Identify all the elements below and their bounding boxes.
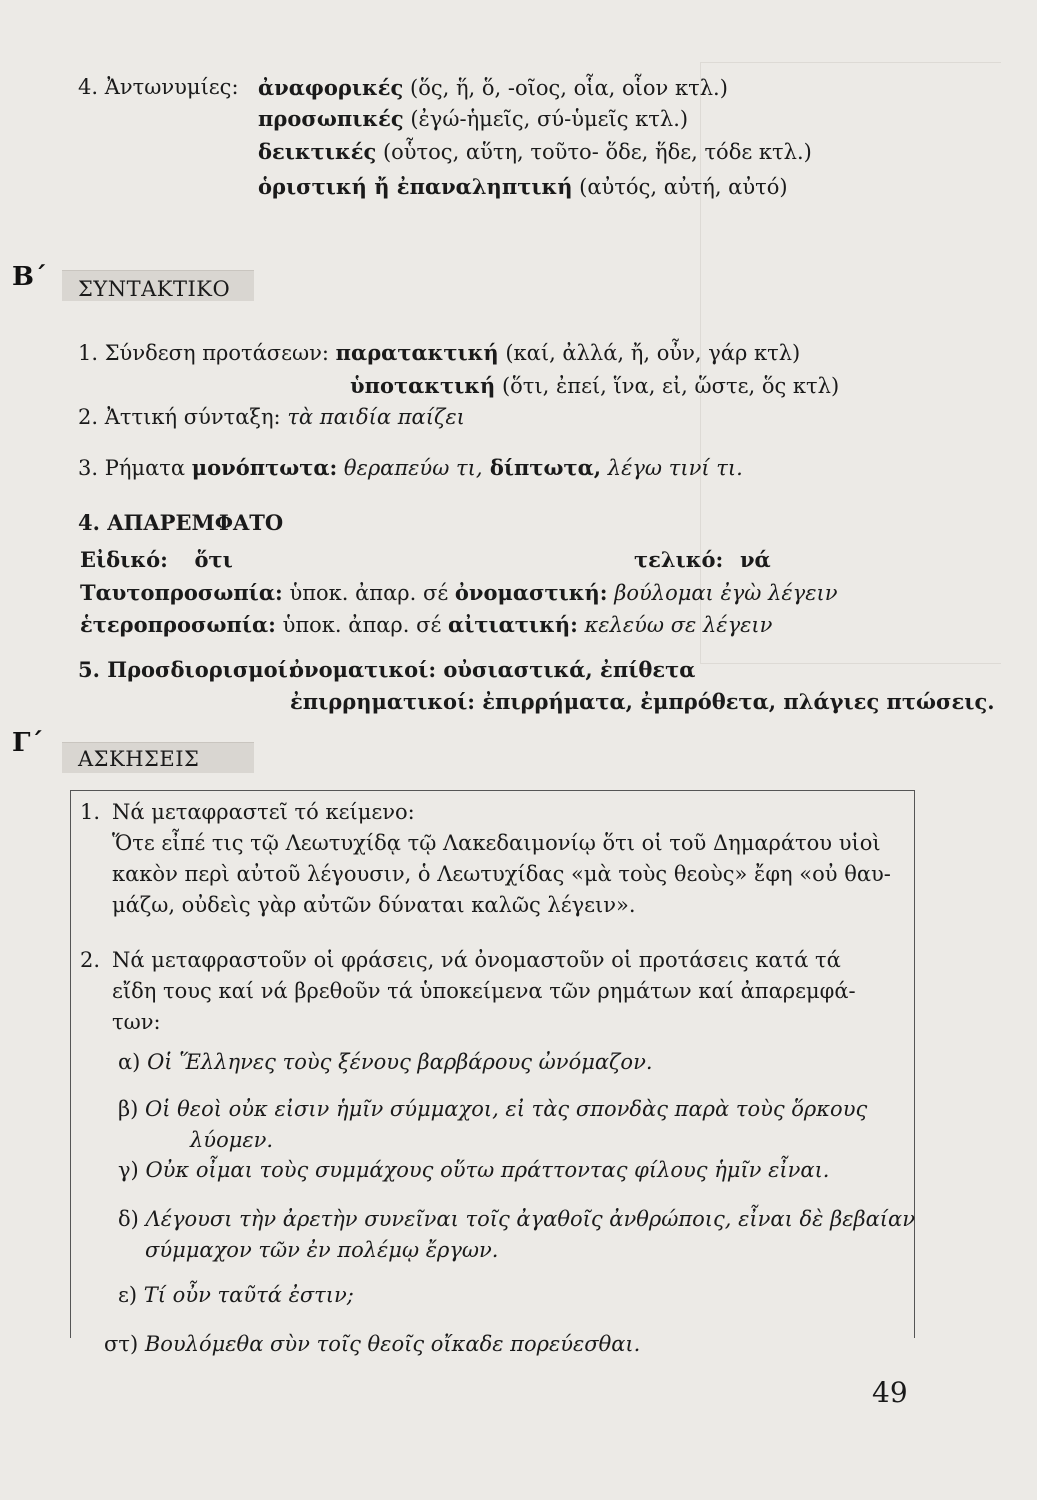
section-b-mark: Β΄	[12, 262, 47, 292]
pronoun-row: ὁριστική ἤ ἐπαναληπτική (αὐτός, αὐτή, αὐτό)	[258, 174, 788, 199]
item1b-line: ὑποτακτική (ὅτι, ἐπεί, ἵνα, εἰ, ὥστε, ὅς κτλ)	[350, 373, 840, 398]
ex2-instruction-line: Νά μεταφραστοῦν οἱ φράσεις, νά ὀνομαστοῦν οἱ προτάσεις κατά τά	[112, 948, 841, 972]
section-c-mark: Γ΄	[12, 728, 44, 758]
section-c-title: ΑΣΚΗΣΕΙΣ	[78, 747, 200, 771]
item1-line: 1. Σύνδεση προτάσεων: παρατακτική (καί, ἀλλά, ἤ, οὖν, γάρ κτλ)	[78, 340, 801, 365]
sentence-b: β) Οἱ θεοὶ οὐκ εἰσιν ἡμῖν σύμμαχοι, εἰ τὰς σπονδὰς παρὰ τοὺς ὅρκους	[118, 1097, 868, 1121]
sentence-f: στ) Βουλόμεθα σὺν τοῖς θεοῖς οἴκαδε πορεύεσθαι.	[104, 1332, 641, 1356]
ex2-instruction-line: εἴδη τους καί νά βρεθοῦν τά ὑποκείμενα τῶν ρημάτων καί ἀπαρεμφά-	[112, 979, 856, 1003]
ex1-instruction: Νά μεταφραστεῖ τό κείμενο:	[112, 800, 415, 824]
eteroprosopia-line: ἑτεροπροσωπία: ὑποκ. ἀπαρ. σέ αἰτιατική: κελεύω σε λέγειν	[80, 612, 773, 637]
sentence-b-cont: λύομεν.	[190, 1128, 274, 1152]
item3-line: 3. Ρήματα μονόπτωτα: θεραπεύω τι, δίπτωτα, λέγω τινί τι.	[78, 455, 743, 480]
sentence-c: γ) Οὐκ οἶμαι τοὺς συμμάχους οὕτω πράττοντας φίλους ἡμῖν εἶναι.	[118, 1158, 830, 1182]
teliko-line: τελικό: νά	[634, 547, 771, 572]
item2-line: 2. Ἀττική σύνταξη: τὰ παιδία παίζει	[78, 405, 465, 429]
infinitive-title: 4. ΑΠΑΡΕΜΦΑΤΟ	[78, 510, 284, 535]
section-b-title: ΣΥΝΤΑΚΤΙΚΟ	[78, 277, 231, 301]
ex1-text-line: Ὅτε εἶπέ τις τῷ Λεωτυχίδᾳ τῷ Λακεδαιμονίῳ ὅτι οἱ τοῦ Δημαράτου υἱοὶ	[112, 831, 881, 855]
ex2-instruction-line: των:	[112, 1010, 161, 1034]
pronoun-row: ἀναφορικές (ὅς, ἥ, ὅ, -οῖος, οἷα, οἷον κτλ.)	[258, 75, 728, 100]
sentence-a: α) Οἱ Ἕλληνες τοὺς ξένους βαρβάρους ὠνόμαζον.	[118, 1050, 653, 1074]
ex2-number: 2.	[80, 948, 101, 972]
pronouns-label: 4. Ἀντωνυμίες:	[78, 75, 239, 99]
sentence-d-cont: σύμμαχον τῶν ἐν πολέμῳ ἔργων.	[145, 1238, 499, 1262]
tautoprosopia-line: Ταυτοπροσωπία: ὑποκ. ἀπαρ. σέ ὀνομαστική: βούλομαι ἐγὼ λέγειν	[80, 580, 838, 605]
ex1-text-line: κακὸν περὶ αὐτοῦ λέγουσιν, ὁ Λεωτυχίδας «μὰ τοὺς θεοὺς» ἔφη «οὐ θαυ-	[112, 862, 891, 886]
determiners-line1: ὀνοματικοί: οὐσιαστικά, ἐπίθετα	[290, 657, 696, 682]
ex1-text-line: μάζω, οὐδεὶς γὰρ αὐτῶν δύναται καλῶς λέγειν».	[112, 893, 636, 917]
eidiko-line: Εἰδικό: ὅτι	[80, 547, 233, 572]
determiners-label: 5. Προσδιορισμοί:	[78, 657, 296, 682]
page-number: 49	[872, 1376, 908, 1409]
sentence-e: ε) Τί οὖν ταῦτά ἐστιν;	[118, 1283, 354, 1307]
ex1-number: 1.	[80, 800, 101, 824]
sentence-d: δ) Λέγουσι τὴν ἀρετὴν συνεῖναι τοῖς ἀγαθοῖς ἀνθρώποις, εἶναι δὲ βεβαίαν	[118, 1207, 915, 1231]
pronoun-row: προσωπικές (ἐγώ-ἡμεῖς, σύ-ὑμεῖς κτλ.)	[258, 106, 689, 131]
determiners-line2: ἐπιρρηματικοί: ἐπιρρήματα, ἐμπρόθετα, πλάγιες πτώσεις.	[290, 689, 995, 714]
pronoun-row: δεικτικές (οὗτος, αὕτη, τοῦτο- ὅδε, ἥδε, τόδε κτλ.)	[258, 139, 812, 164]
